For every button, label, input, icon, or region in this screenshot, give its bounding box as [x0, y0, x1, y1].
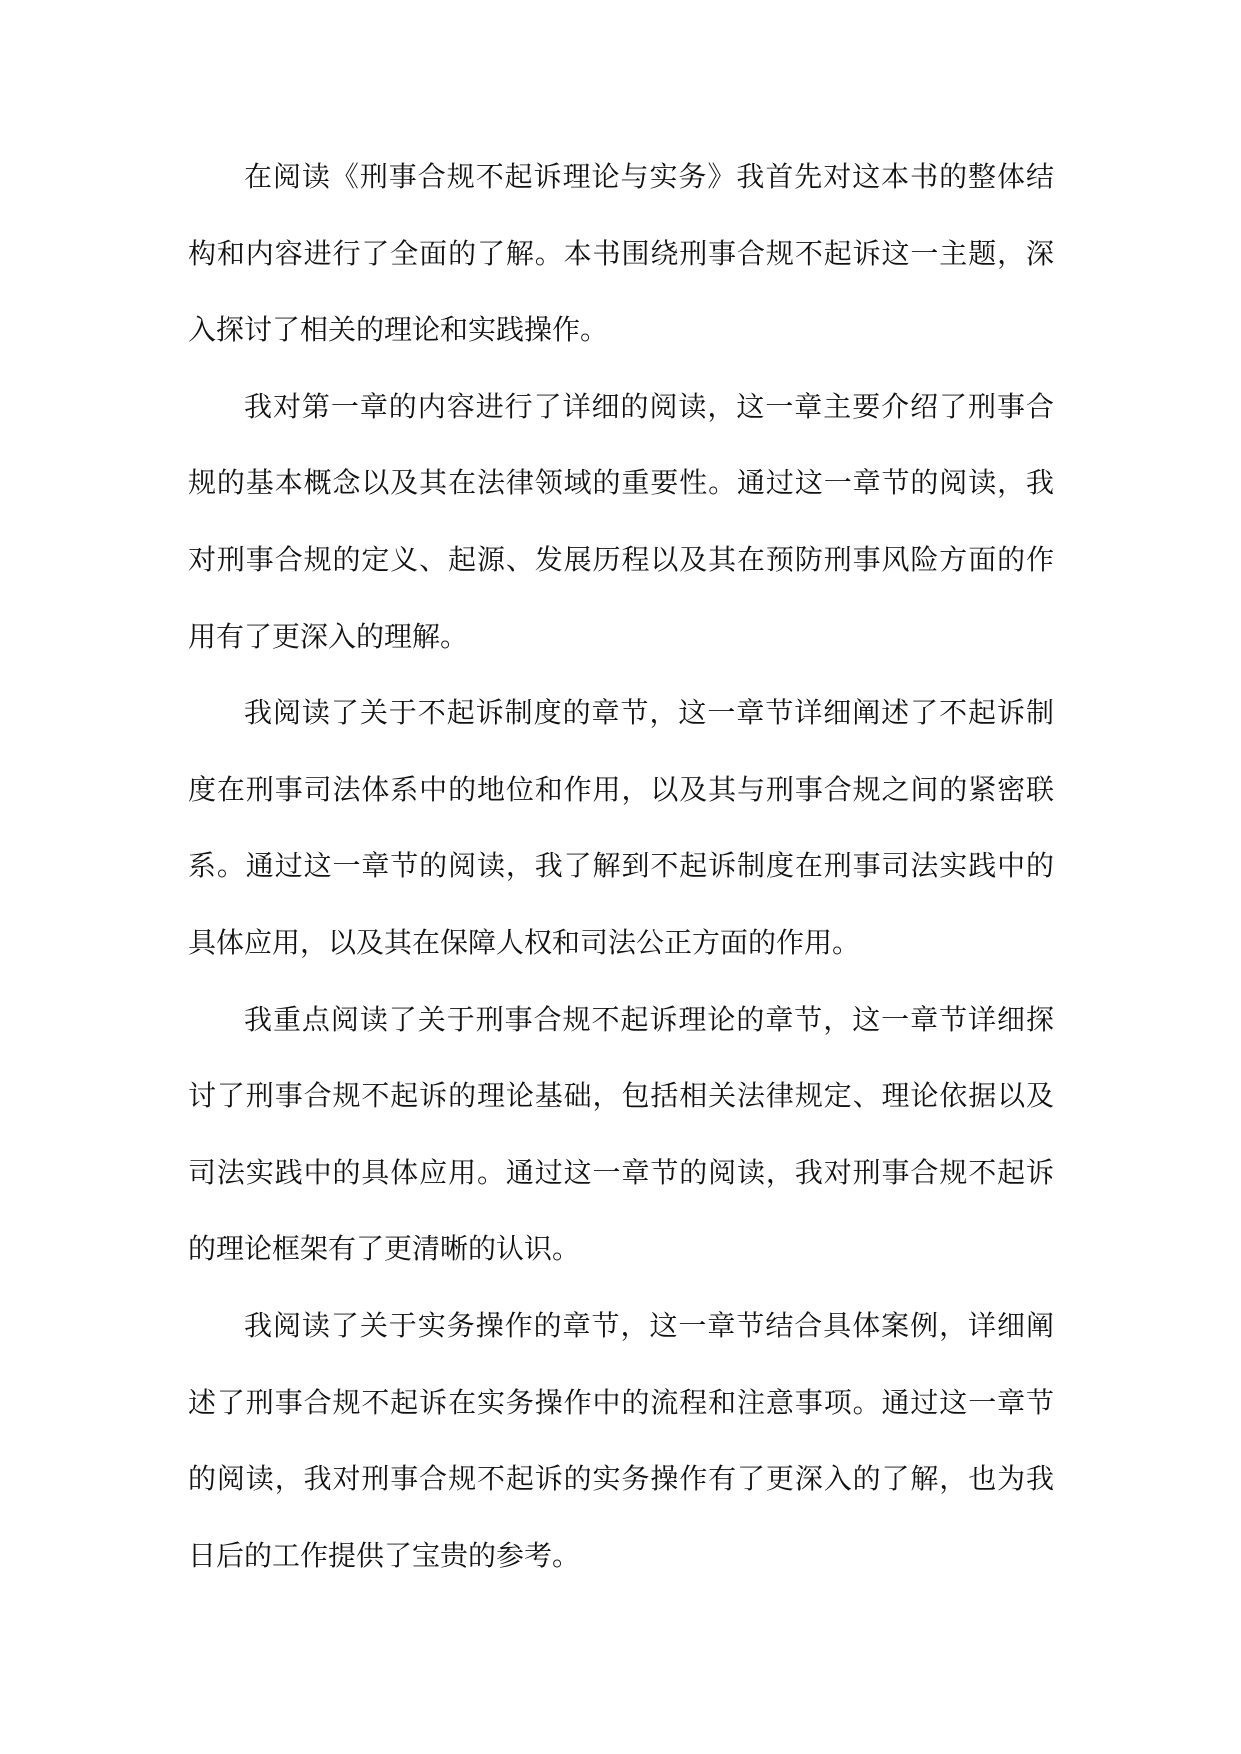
paragraph-5: 我阅读了关于实务操作的章节，这一章节结合具体案例，详细阐述了刑事合规不起诉在实务操作中的流程和注意事项。通过这一章节的阅读，我对刑事合规不起诉的实务操作有了更深入的了解，也为我日后的工作提供了宝贵的参考。	[188, 1308, 1054, 1572]
paragraph-2: 我对第一章的内容进行了详细的阅读，这一章主要介绍了刑事合规的基本概念以及其在法律领域的重要性。通过这一章节的阅读，我对刑事合规的定义、起源、发展历程以及其在预防刑事风险方面的作用有了更深入的理解。	[188, 389, 1054, 653]
paragraph-1: 在阅读《刑事合规不起诉理论与实务》我首先对这本书的整体结构和内容进行了全面的了解。本书围绕刑事合规不起诉这一主题，深入探讨了相关的理论和实践操作。	[188, 160, 1054, 347]
paragraph-3: 我阅读了关于不起诉制度的章节，这一章节详细阐述了不起诉制度在刑事司法体系中的地位和作用，以及其与刑事合规之间的紧密联系。通过这一章节的阅读，我了解到不起诉制度在刑事司法实践中的具体应用，以及其在保障人权和司法公正方面的作用。	[188, 696, 1054, 959]
paragraph-4: 我重点阅读了关于刑事合规不起诉理论的章节，这一章节详细探讨了刑事合规不起诉的理论基础，包括相关法律规定、理论依据以及司法实践中的具体应用。通过这一章节的阅读，我对刑事合规不起诉的理论框架有了更清晰的认识。	[188, 1002, 1054, 1266]
document-body	[188, 139, 1054, 1594]
